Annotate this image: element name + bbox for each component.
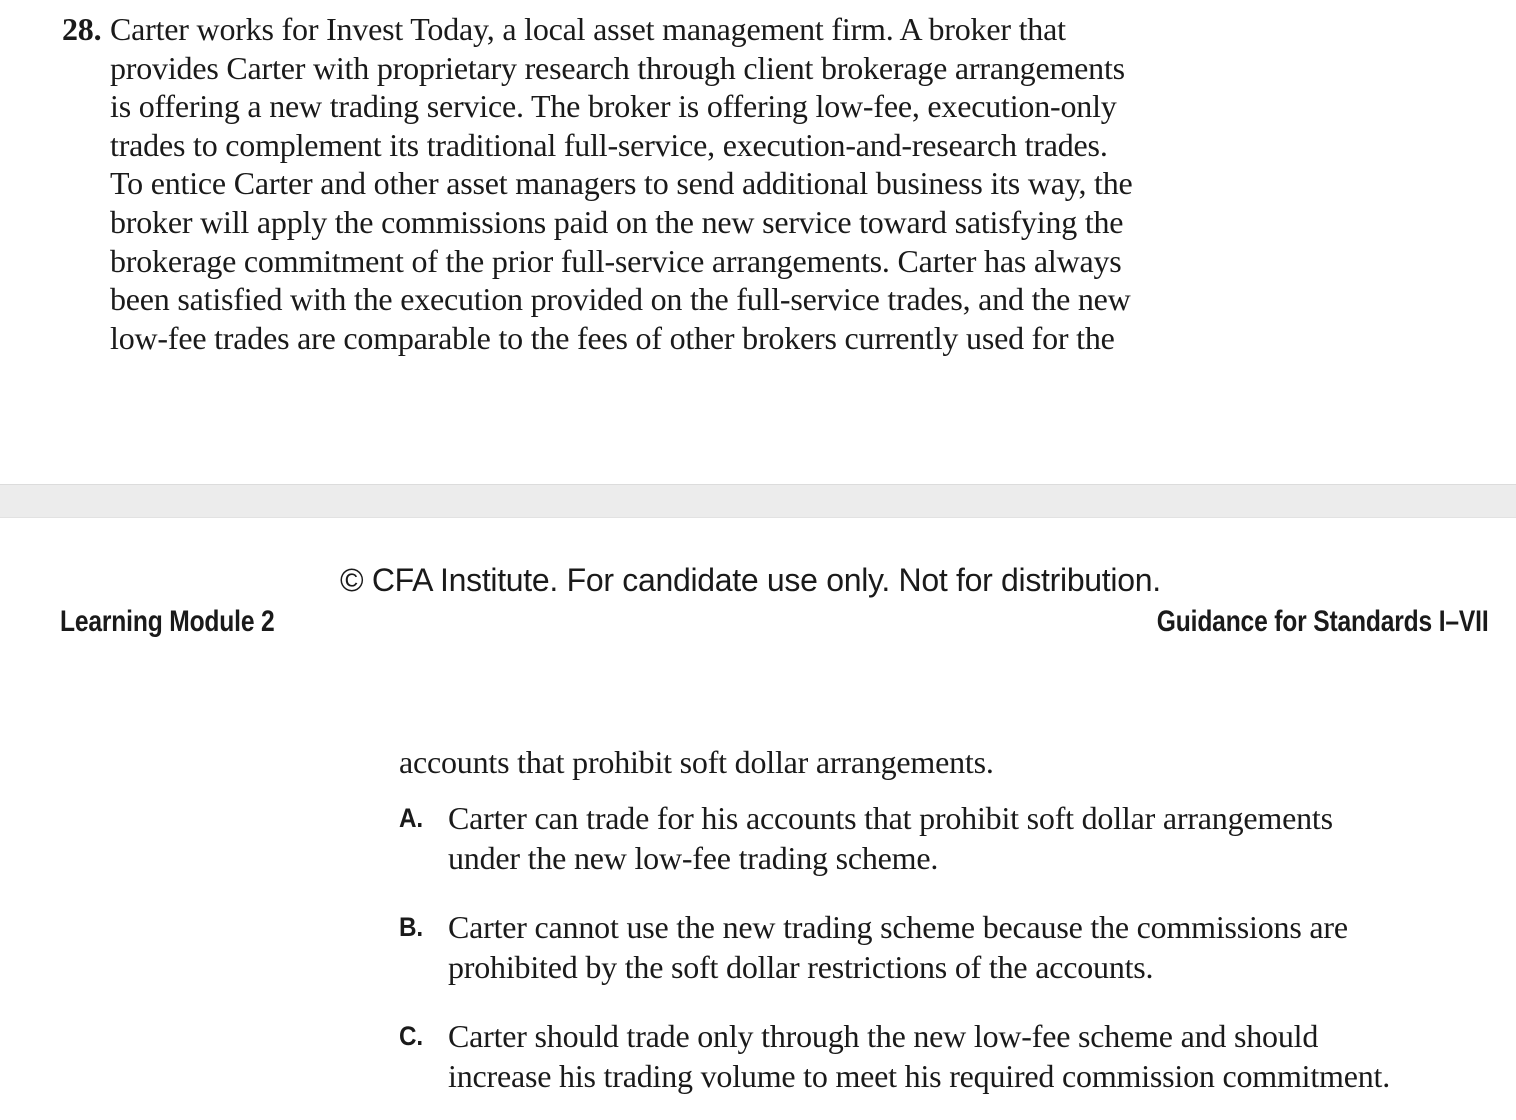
question-line: provides Carter with proprietary research through client brokerage arrangements [110, 49, 1125, 86]
running-header-title: Guidance for Standards I–VII [1156, 605, 1488, 638]
question-line: To entice Carter and other asset managers to send additional business its way, the [110, 165, 1133, 202]
option-line: Carter should trade only through the new low-fee scheme and should [448, 1018, 1319, 1054]
copyright-notice: © CFA Institute. For candidate use only. Not for distribution. [340, 562, 1161, 598]
question-line: low-fee trades are comparable to the fees of other brokers currently used for the [110, 319, 1115, 356]
question-line: broker will apply the commissions paid on the new service toward satisfying the [110, 203, 1124, 240]
option-text [448, 798, 1499, 878]
option-line: increase his trading volume to meet his required commission commitment. [448, 1058, 1391, 1094]
option-letter: B. [399, 912, 423, 942]
option-text [448, 907, 1499, 987]
answer-option-a [399, 798, 1499, 878]
question-line: is offering a new trading service. The broker is offering low-fee, execution-only [110, 88, 1117, 125]
option-line: Carter can trade for his accounts that prohibit soft dollar arrangements [448, 800, 1333, 836]
option-line: Carter cannot use the new trading scheme because the commissions are [448, 909, 1348, 945]
question-line: been satisfied with the execution provided on the full-service trades, and the new [110, 281, 1131, 318]
option-letter: C. [399, 1021, 423, 1051]
option-line: under the new low-fee trading scheme. [448, 840, 939, 876]
question-line: Carter works for Invest Today, a local asset management firm. A broker that [110, 11, 1066, 47]
page-break-separator [0, 484, 1516, 518]
question-line: brokerage commitment of the prior full-service arrangements. Carter has always [110, 242, 1122, 279]
answer-option-b [399, 907, 1499, 987]
running-header-module: Learning Module 2 [60, 605, 275, 638]
question-line: trades to complement its traditional full-service, execution-and-research trades. [110, 126, 1108, 163]
question-continuation: accounts that prohibit soft dollar arrangements. [399, 744, 994, 780]
option-text [448, 1016, 1499, 1096]
option-letter: A. [399, 803, 423, 833]
answer-option-c [399, 1016, 1499, 1096]
question-28 [62, 10, 1212, 357]
option-line: prohibited by the soft dollar restrictions of the accounts. [448, 949, 1154, 985]
question-number: 28. [62, 11, 102, 47]
